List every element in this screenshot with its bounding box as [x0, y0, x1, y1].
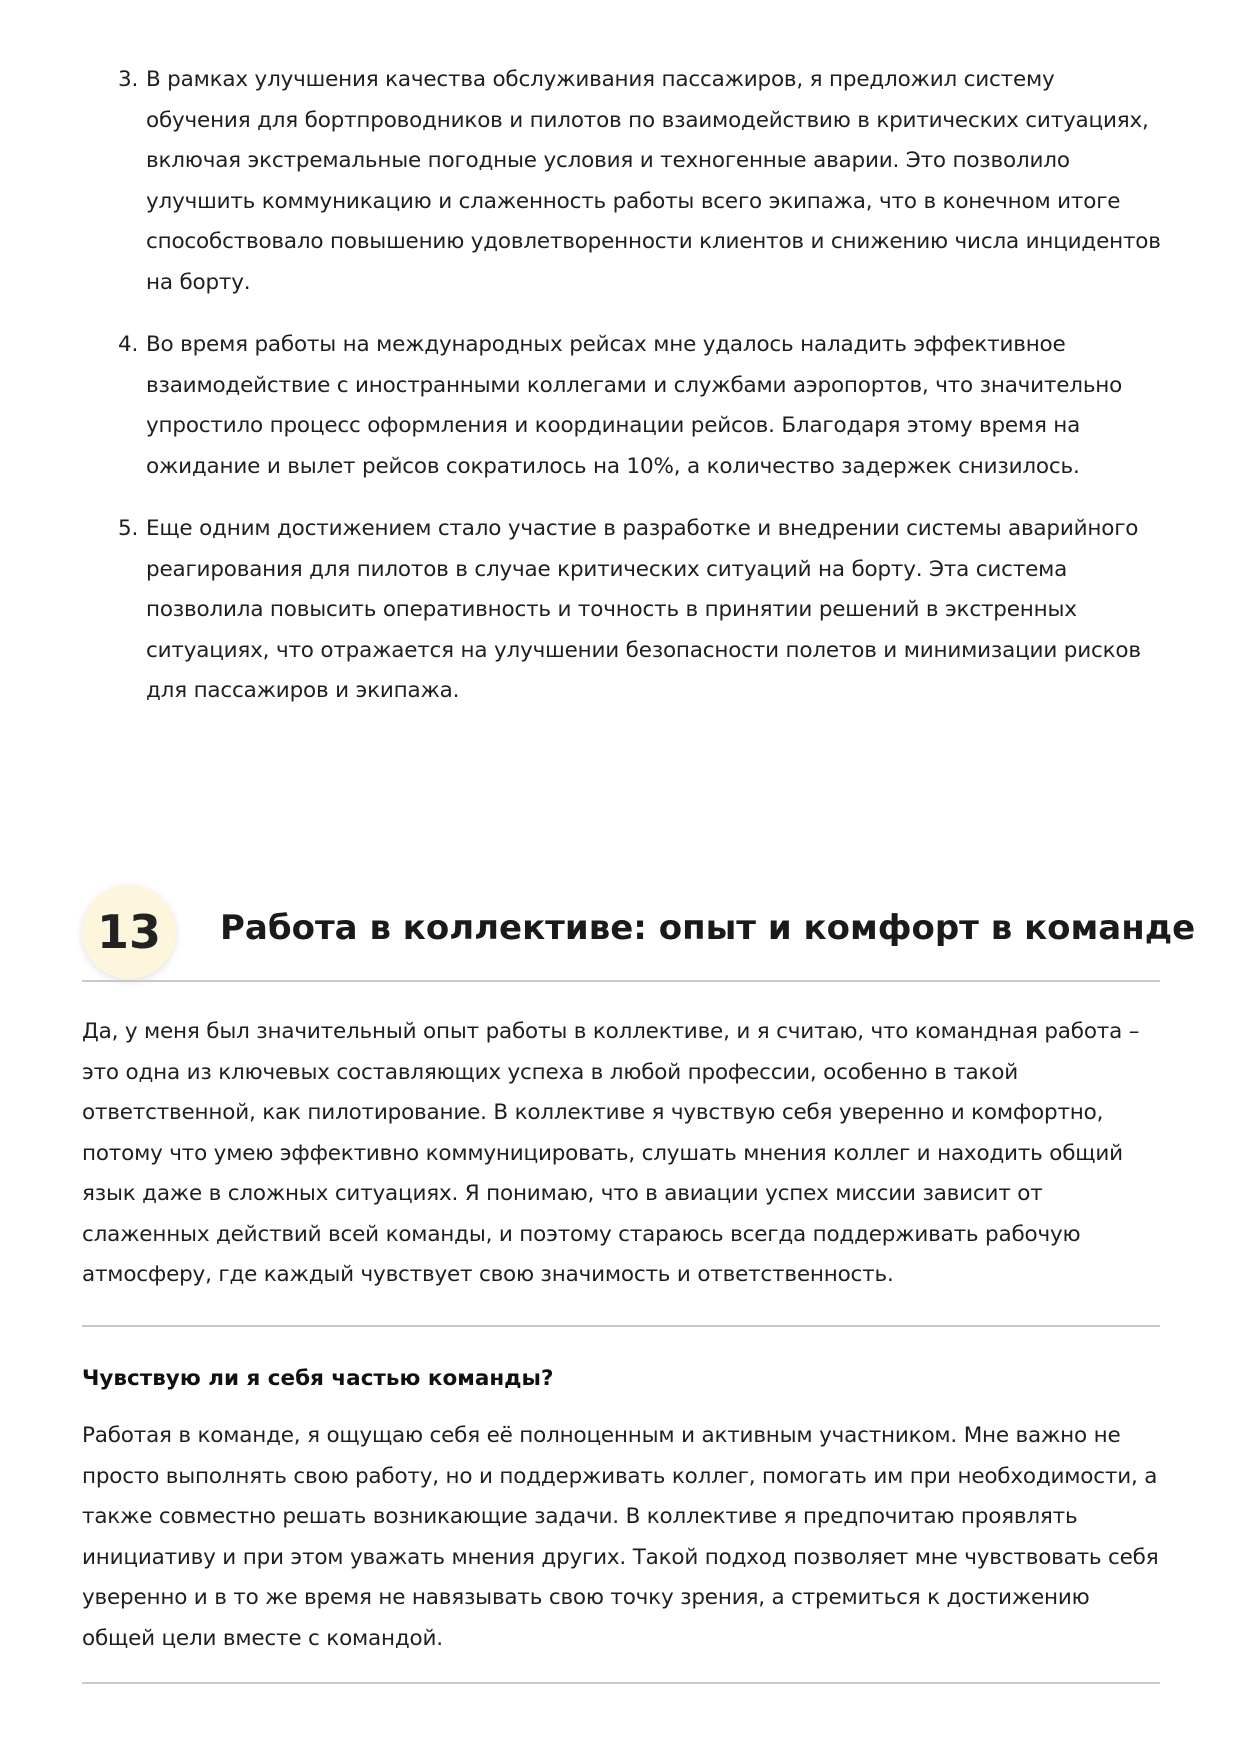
bottom-divider — [82, 1682, 1160, 1684]
list-item-text: Еще одним достижением стало участие в разработке и внедрении системы аварийного реагирования для пилотов в случае критических ситуаций на борту. Эта система позволила повысить оперативность и точность в принятии решений в экстренных ситуациях, что отражается на улучшении безопасности полетов и минимизации рисков для пассажиров и экипажа. — [146, 516, 1141, 703]
list-item — [82, 509, 1162, 712]
list-item-number: 4. — [118, 332, 139, 357]
team-paragraph: Работая в команде, я ощущаю себя её полноценным и активным участником. Мне важно не просто выполнять свою работу, но и поддерживать коллег, помогать им при необходимости, а также совместно решать возникающие задачи. В коллективе я предпочитаю проявлять инициативу и при этом уважать мнения других. Такой подход позволяет мне чувствовать себя уверенно и в то же время не навязывать свою точку зрения, а стремиться к достижению общей цели вместе с командой. — [82, 1423, 1159, 1651]
achievements-list — [82, 60, 1162, 734]
list-item-text: В рамках улучшения качества обслуживания пассажиров, я предложил систему обучения для бортпроводников и пилотов по взаимодействию в критических ситуациях, включая экстремальные погодные условия и техногенные аварии. Это позволило улучшить коммуникацию и слаженность работы всего экипажа, что в конечном итоге способствовало повышению удовлетворенности клиентов и снижению числа инцидентов на борту. — [146, 67, 1161, 295]
section-number-badge: 13 — [82, 885, 176, 979]
list-item-text: Во время работы на международных рейсах мне удалось наладить эффективное взаимодействие с иностранными коллегами и службами аэропортов, что значительно упростило процесс оформления и координации рейсов. Благодаря этому время на ожидание и вылет рейсов сократилось на 10%, а количество задержек снизилось. — [146, 332, 1123, 479]
paragraph-divider — [82, 1325, 1160, 1327]
section-divider — [82, 980, 1160, 982]
section-header — [82, 878, 1196, 986]
list-item-number: 5. — [118, 516, 139, 541]
list-item-number: 3. — [118, 67, 139, 92]
section-intro-paragraph: Да, у меня был значительный опыт работы в коллективе, и я считаю, что командная работа – это одна из ключевых составляющих успеха в любой профессии, особенно в такой ответственной, как пилотирование. В коллективе я чувствую себя уверенно и комфортно, потому что умею эффективно коммуницировать, слушать мнения коллег и находить общий язык даже в сложных ситуациях. Я понимаю, что в авиации успех миссии зависит от слаженных действий всей команды, и поэтому стараюсь всегда поддерживать рабочую атмосферу, где каждый чувствует свою значимость и ответственность. — [82, 1019, 1140, 1287]
section-title: Работа в коллективе: опыт и комфорт в команде — [220, 908, 1196, 948]
list-item — [82, 60, 1162, 303]
list-item — [82, 325, 1162, 487]
subheading: Чувствую ли я себя частью команды? — [82, 1366, 554, 1391]
